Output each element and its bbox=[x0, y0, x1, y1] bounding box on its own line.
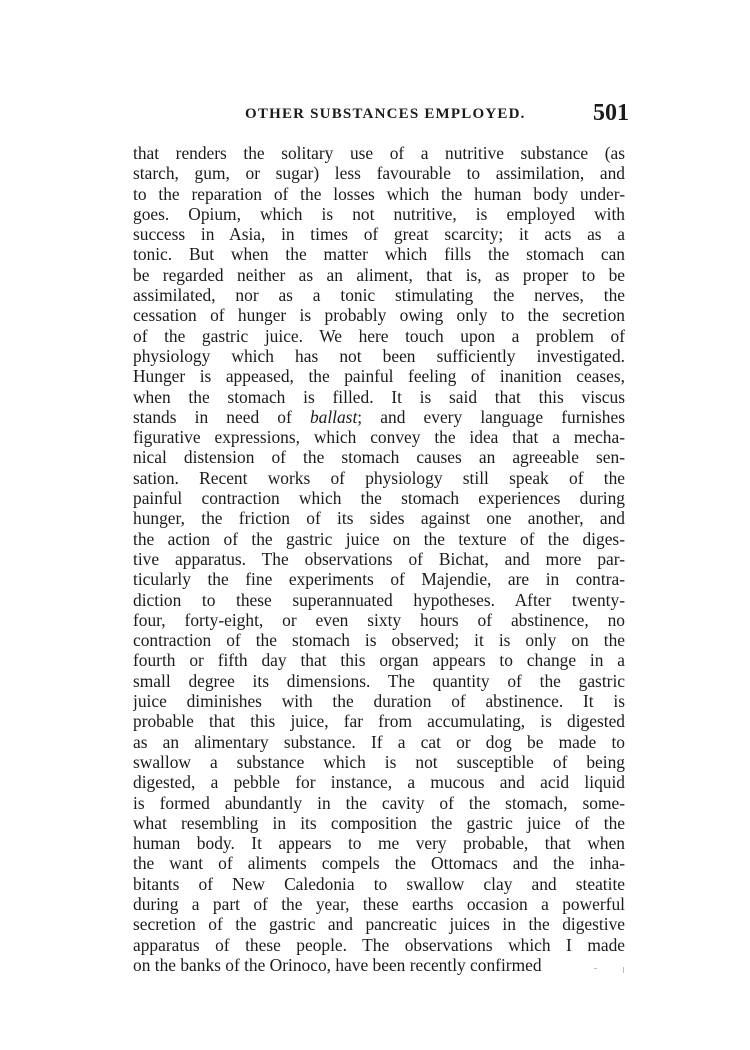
text-line: physiology which has not been sufficiently investigated. bbox=[133, 345, 625, 366]
text-line: painful contraction which the stomach experiences during bbox=[133, 488, 625, 509]
text-line: figurative expressions, which convey the idea that a mecha- bbox=[133, 427, 625, 448]
text-line: as an alimentary substance. If a cat or dog be made to bbox=[133, 731, 625, 752]
text-line: the want of aliments compels the Ottomacs and the inha- bbox=[133, 853, 625, 874]
text-line: four, forty-eight, or even sixty hours of abstinence, no bbox=[133, 609, 625, 630]
text-line: human body. It appears to me very probable, that when bbox=[133, 833, 625, 854]
page-number: 501 bbox=[593, 100, 629, 126]
text-line: success in Asia, in times of great scarcity; it acts as a bbox=[133, 224, 625, 245]
paper-speck bbox=[623, 967, 624, 973]
text-line: Hunger is appeased, the painful feeling of inanition ceases, bbox=[133, 366, 625, 387]
text-line: to the reparation of the losses which the human body under- bbox=[133, 183, 625, 204]
text-line: hunger, the friction of its sides against one another, and bbox=[133, 508, 625, 529]
text-line: tonic. But when the matter which fills the stomach can bbox=[133, 244, 625, 265]
text-line: small degree its dimensions. The quantity of the gastric bbox=[133, 670, 625, 691]
text-line: starch, gum, or sugar) less favourable to assimilation, and bbox=[133, 163, 625, 184]
text-line: secretion of the gastric and pancreatic juices in the digestive bbox=[133, 914, 625, 935]
text-line: bitants of New Caledonia to swallow clay and steatite bbox=[133, 873, 625, 894]
text-line: stands in need of ballast; and every language furnishes bbox=[133, 406, 625, 427]
text-line: during a part of the year, these earths occasion a powerful bbox=[133, 893, 625, 914]
italic-word: ballast bbox=[309, 406, 358, 427]
text-line: on the banks of the Orinoco, have been recently confirmed bbox=[133, 954, 542, 975]
running-head: OTHER SUBSTANCES EMPLOYED. bbox=[245, 106, 526, 122]
paper-speck bbox=[594, 968, 597, 969]
body-text bbox=[133, 143, 625, 975]
text-line: be regarded neither as an aliment, that is, as proper to be bbox=[133, 264, 625, 285]
text-line: is formed abundantly in the cavity of the stomach, some- bbox=[133, 792, 625, 813]
text-line: that renders the solitary use of a nutritive substance (as bbox=[133, 143, 625, 163]
text-line: assimilated, nor as a tonic stimulating the nerves, the bbox=[133, 285, 625, 306]
text-line: the action of the gastric juice on the texture of the diges- bbox=[133, 528, 625, 549]
text-line: cessation of hunger is probably owing only to the secretion bbox=[133, 305, 625, 326]
text-line: apparatus of these people. The observations which I made bbox=[133, 934, 625, 955]
text-line: when the stomach is filled. It is said that this viscus bbox=[133, 386, 625, 407]
text-line: sation. Recent works of physiology still speak of the bbox=[133, 467, 625, 488]
text-line: swallow a substance which is not susceptible of being bbox=[133, 751, 625, 772]
text-line: goes. Opium, which is not nutritive, is employed with bbox=[133, 203, 625, 224]
text-line: tive apparatus. The observations of Bichat, and more par- bbox=[133, 548, 625, 569]
text-line: juice diminishes with the duration of abstinence. It is bbox=[133, 691, 625, 712]
text-line: probable that this juice, far from accumulating, is digested bbox=[133, 711, 625, 732]
text-line: diction to these superannuated hypotheses. After twenty- bbox=[133, 589, 625, 610]
text-line: nical distension of the stomach causes an agreeable sen- bbox=[133, 447, 625, 468]
text-line: ticularly the fine experiments of Majendie, are in contra- bbox=[133, 569, 625, 590]
text-line: digested, a pebble for instance, a mucous and acid liquid bbox=[133, 772, 625, 793]
text-line: what resembling in its composition the gastric juice of the bbox=[133, 812, 625, 833]
text-line: contraction of the stomach is observed; it is only on the bbox=[133, 630, 625, 651]
text-line: of the gastric juice. We here touch upon a problem of bbox=[133, 325, 625, 346]
text-line: fourth or fifth day that this organ appears to change in a bbox=[133, 650, 625, 671]
